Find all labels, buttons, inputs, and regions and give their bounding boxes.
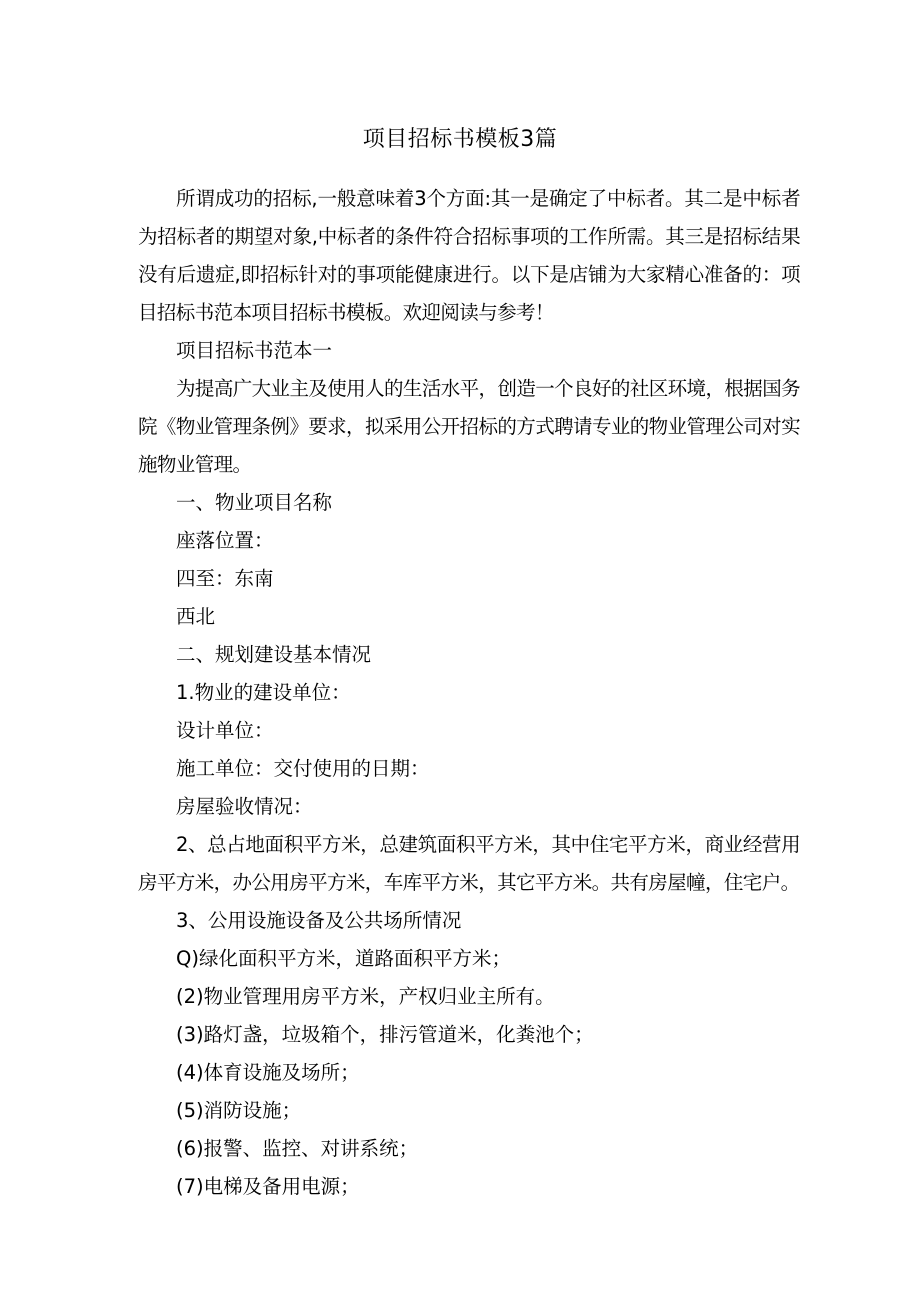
intro-paragraph: 所谓成功的招标,一般意味着3个方面:其一是确定了中标者。其二是中标者为招标者的期望对象,中标者的条件符合招标事项的工作所需。其三是招标结果没有后遗症,即招标针对的事项能健康进行。以下是店铺为大家精心准备的：项目招标书范本项目招标书模板。欢迎阅读与参考！	[138, 187, 800, 324]
inspection-line: 房屋验收情况：	[176, 795, 313, 818]
section-heading-planning: 二、规划建设基本情况	[176, 643, 372, 666]
facility-item-3: (3)路灯盏，垃圾箱个，排污管道米，化粪池个；	[176, 1023, 594, 1046]
builder-line: 1.物业的建设单位：	[176, 681, 351, 704]
facility-item-1: Q)绿化面积平方米，道路面积平方米；	[176, 947, 511, 970]
facility-item-2: (2)物业管理用房平方米，产权归业主所有。	[176, 985, 555, 1008]
boundary-west-north-line: 西北	[176, 605, 216, 628]
purpose-paragraph: 为提高广大业主及使用人的生活水平，创造一个良好的社区环境，根据国务院《物业管理条例》要求，拟采用公开招标的方式聘请专业的物业管理公司对实施物业管理。	[138, 377, 800, 476]
facility-item-5: (5)消防设施；	[176, 1099, 302, 1122]
facilities-heading: 3、公用设施设备及公共场所情况	[176, 909, 462, 932]
section-heading-property-name: 一、物业项目名称	[176, 491, 333, 514]
designer-line: 设计单位：	[176, 719, 274, 742]
facility-item-6: (6)报警、监控、对讲系统；	[176, 1137, 419, 1160]
document-body	[138, 180, 800, 1206]
document-title: 项目招标书模板3篇	[362, 127, 558, 152]
contractor-line: 施工单位：交付使用的日期：	[176, 757, 430, 780]
area-paragraph: 2、总占地面积平方米，总建筑面积平方米，其中住宅平方米，商业经营用房平方米，办公用房平方米，车库平方米，其它平方米。共有房屋幢，住宅户。	[138, 833, 800, 894]
facility-item-7: (7)电梯及备用电源；	[176, 1175, 360, 1198]
location-line: 座落位置：	[176, 529, 274, 552]
boundary-east-south-line: 四至：东南	[176, 567, 274, 590]
sample-one-heading: 项目招标书范本一	[176, 339, 333, 362]
facility-item-4: (4)体育设施及场所；	[176, 1061, 360, 1084]
